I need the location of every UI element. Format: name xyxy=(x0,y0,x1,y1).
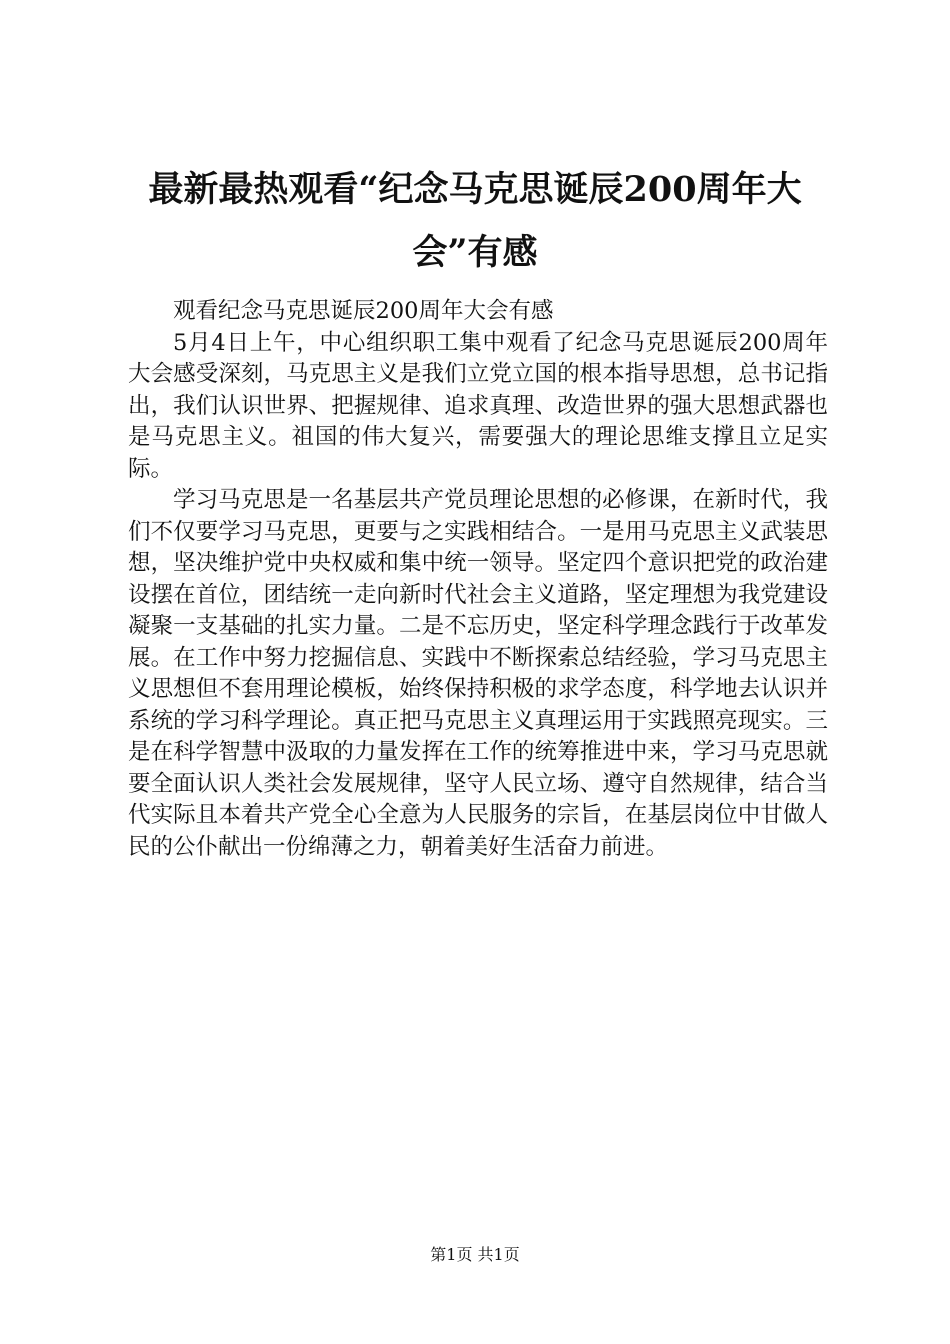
page-footer xyxy=(0,1244,950,1266)
body-paragraph: 5月4日上午，中心组织职工集中观看了纪念马克思诞辰200周年大会感受深刻，马克思主义是我们立党立国的根本指导思想，总书记指出，我们认识世界、把握规律、追求真理、改造世界的强大思想武器也是马克思主义。祖国的伟大复兴，需要强大的理论思维支撑且立足实际。 xyxy=(128,329,828,482)
page-number-indicator: 第1页 共1页 xyxy=(430,1245,520,1264)
document-title: 最新最热观看“纪念马克思诞辰200周年大会”有感 xyxy=(148,169,802,273)
subtitle-paragraph: 观看纪念马克思诞辰200周年大会有感 xyxy=(173,298,554,324)
document-body xyxy=(128,296,828,863)
body-paragraph: 学习马克思是一名基层共产党员理论思想的必修课，在新时代，我们不仅要学习马克思，更要与之实践相结合。一是用马克思主义武装思想，坚决维护党中央权威和集中统一领导。坚定四个意识把党的政治建设摆在首位，团结统一走向新时代社会主义道路，坚定理想为我党建设凝聚一支基础的扎实力量。二是不忘历史，坚定科学理念践行于改革发展。在工作中努力挖掘信息、实践中不断探索总结经验，学习马克思主义思想但不套用理论模板，始终保持积极的求学态度，科学地去认识并系统的学习科学理论。真正把马克思主义真理运用于实践照亮现实。三是在科学智慧中汲取的力量发挥在工作的统筹推进中来，学习马克思就要全面认识人类社会发展规律，坚守人民立场、遵守自然规律，结合当代实际且本着共产党全心全意为人民服务的宗旨，在基层岗位中甘做人民的公仆献出一份绵薄之力，朝着美好生活奋力前进。 xyxy=(128,487,828,860)
